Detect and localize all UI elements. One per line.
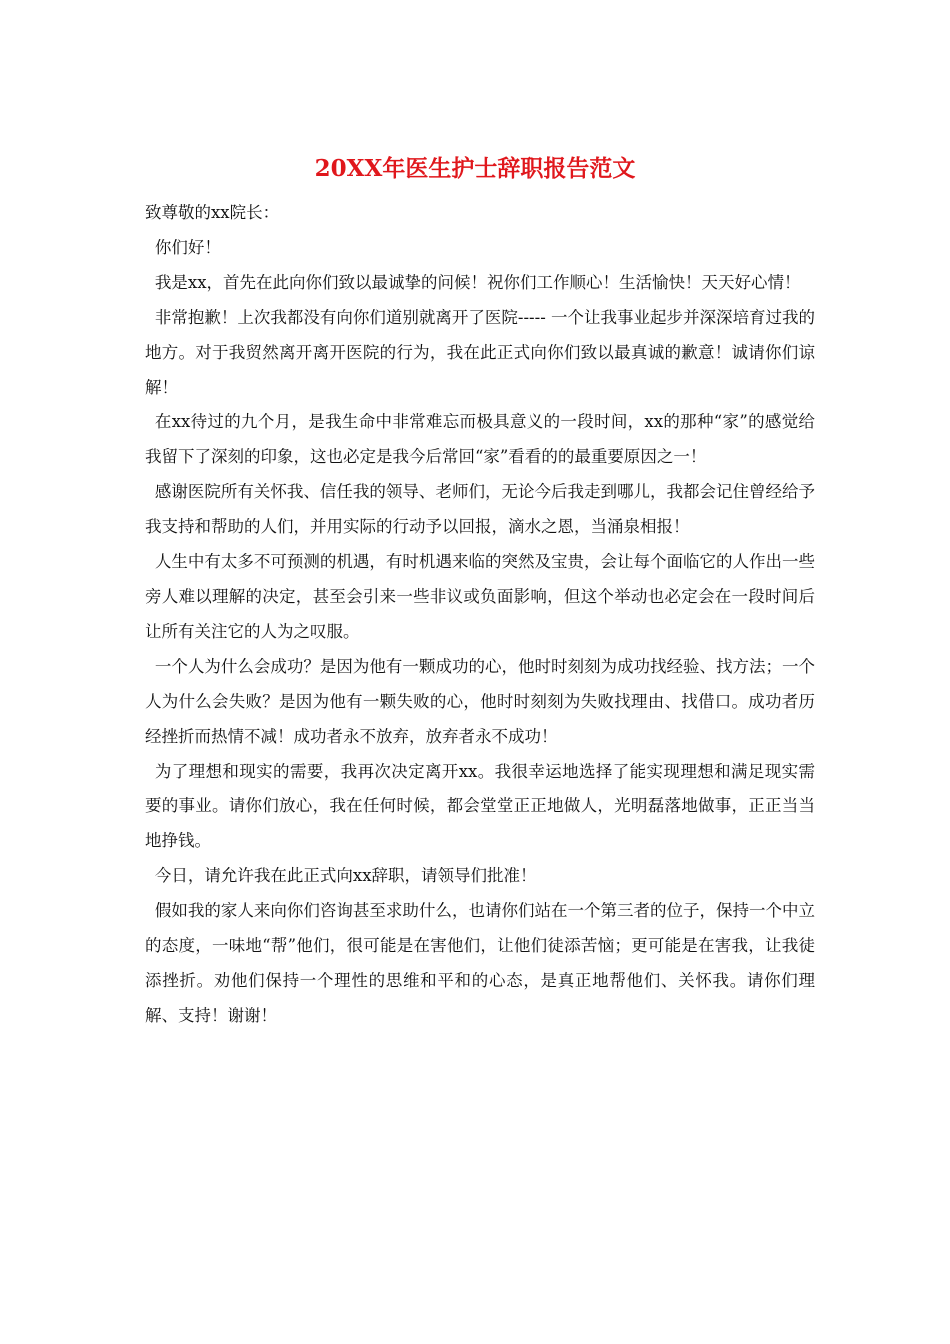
paragraph-memories: 在xx待过的九个月，是我生命中非常难忘而极具意义的一段时间，xx的那种“家”的感觉给我留下了深刻的印象，这也必定是我今后常回“家”看看的的最重要原因之一！ bbox=[145, 412, 815, 467]
paragraph-apology: 非常抱歉！上次我都没有向你们道别就离开了医院----- 一个让我事业起步并深深培育过我的地方。对于我贸然离开离开医院的行为，我在此正式向你们致以最真诚的歉意！诚请你们谅解！ bbox=[145, 307, 816, 397]
paragraph-thanks: 感谢医院所有关怀我、信任我的领导、老师们，无论今后我走到哪儿，我都会记住曾经给予我支持和帮助的人们，并用实际的行动予以回报，滴水之恩，当涌泉相报！ bbox=[145, 482, 815, 537]
document-body bbox=[145, 196, 815, 1034]
salutation: 致尊敬的xx院长： bbox=[145, 203, 280, 222]
paragraph-decision: 为了理想和现实的需要，我再次决定离开xx。我很幸运地选择了能实现理想和满足现实需要的事业。请你们放心，我在任何时候，都会堂堂正正地做人，光明磊落地做事，正正当当地挣钱。 bbox=[145, 761, 815, 851]
paragraph-success: 一个人为什么会成功？是因为他有一颗成功的心，他时时刻刻为成功找经验、找方法；一个人为什么会失败？是因为他有一颗失败的心，他时时刻刻为失败找理由、找借口。成功者历经挫折而热情不减！成功者永不放弃，放弃者永不成功！ bbox=[145, 656, 815, 746]
paragraph-opportunity: 人生中有太多不可预测的机遇，有时机遇来临的突然及宝贵，会让每个面临它的人作出一些旁人难以理解的决定，甚至会引来一些非议或负面影响，但这个举动也必定会在一段时间后让所有关注它的人为之叹服。 bbox=[145, 552, 815, 641]
paragraph-family: 假如我的家人来向你们咨询甚至求助什么，也请你们站在一个第三者的位子，保持一个中立的态度，一味地“帮”他们，很可能是在害他们，让他们徒添苦恼；更可能是在害我，让我徒添挫折。劝他们保持一个理性的思维和平和的心态，是真正地帮他们、关怀我。请你们理解、支持！谢谢！ bbox=[145, 901, 815, 1025]
document-title: 20XX年医生护士辞职报告范文 bbox=[314, 155, 636, 182]
paragraph-intro: 我是xx，首先在此向你们致以最诚挚的问候！祝你们工作顺心！生活愉快！天天好心情！ bbox=[154, 272, 801, 292]
paragraph-resignation: 今日，请允许我在此正式向xx辞职，请领导们批准！ bbox=[154, 866, 537, 886]
greeting: 你们好！ bbox=[154, 237, 221, 257]
